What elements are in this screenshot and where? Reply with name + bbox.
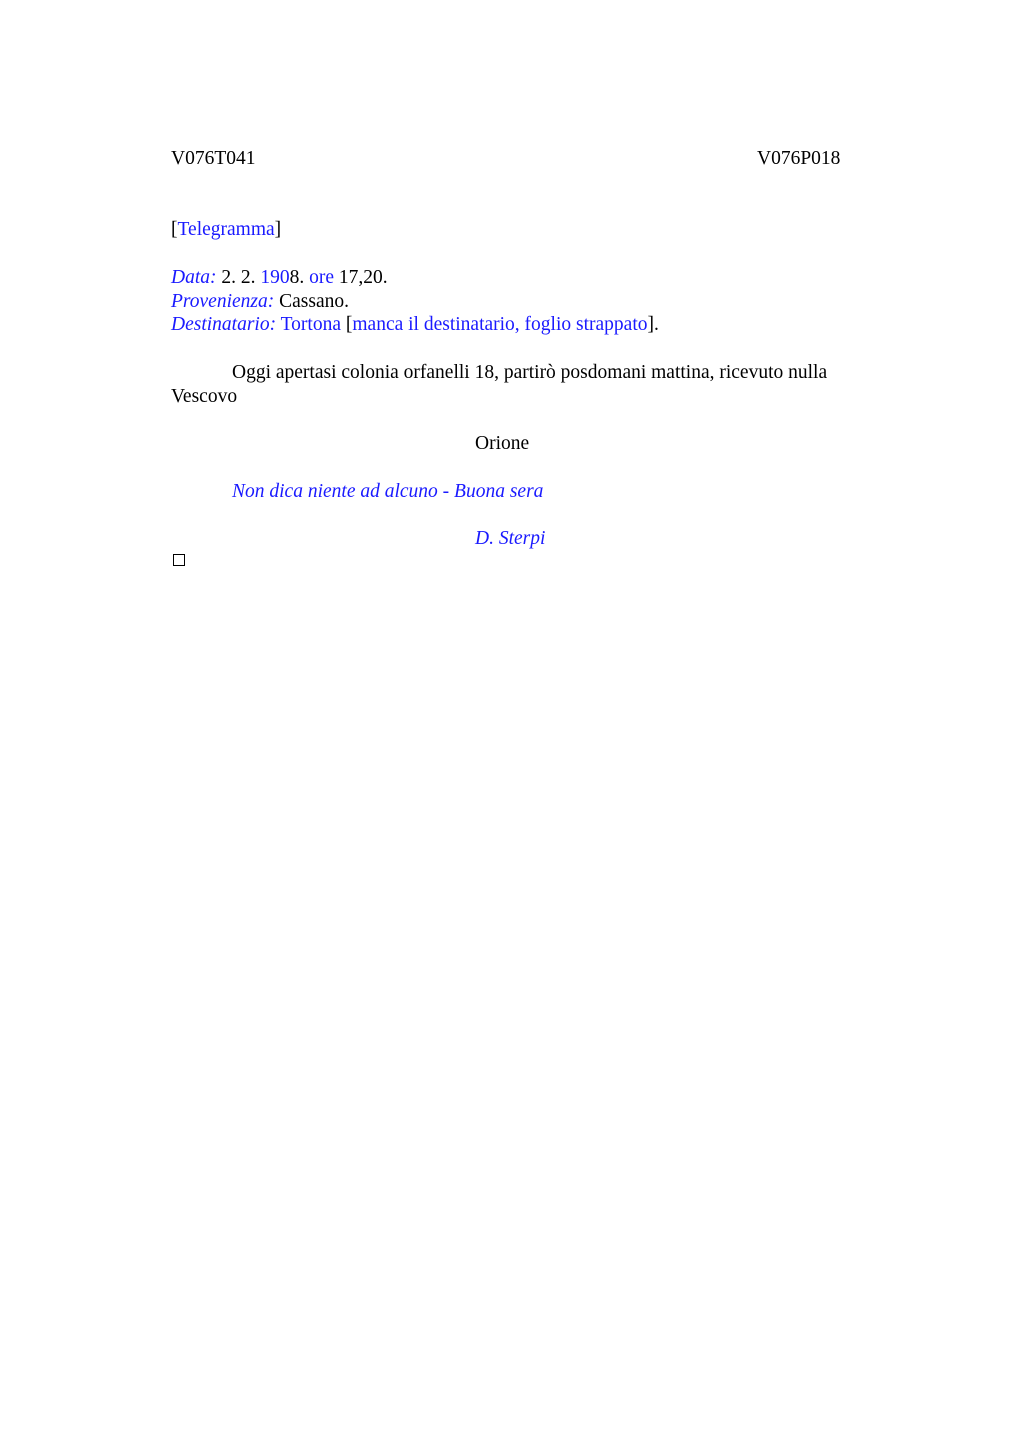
ore-label: ore	[309, 267, 335, 288]
provenienza-value: Cassano.	[279, 291, 349, 312]
destinatario-label: Destinatario:	[171, 314, 277, 335]
ore-value: 17,20.	[338, 267, 388, 288]
note-close-bracket: ].	[647, 314, 659, 335]
end-marker-square	[173, 554, 185, 566]
data-year-end: 8.	[289, 267, 305, 288]
header-left-code: V076T041	[171, 148, 256, 169]
doc-type	[171, 218, 281, 242]
body-text-line-2: Vescovo	[171, 386, 238, 407]
editorial-note: manca il destinatario, foglio strappato	[352, 314, 648, 335]
provenienza-label: Provenienza:	[171, 291, 275, 312]
doc-type-label: Telegramma	[177, 219, 275, 240]
data-year-annotation: 190	[260, 267, 290, 288]
data-label: Data:	[171, 267, 217, 288]
doc-type-open-bracket: [	[171, 219, 178, 240]
header-right-code: V076P018	[757, 148, 841, 169]
meta-data-line	[171, 266, 388, 290]
postscript-text: Non dica niente ad alcuno - Buona sera	[232, 481, 544, 502]
note-open-bracket: [	[345, 314, 353, 335]
postscript-signature: D. Sterpi	[475, 528, 546, 549]
signature-orione: Orione	[475, 433, 530, 454]
destinatario-value: Tortona	[280, 314, 341, 335]
body-text-line-1: Oggi apertasi colonia orfanelli 18, partirò posdomani mattina, ricevuto nulla	[232, 362, 828, 383]
meta-provenienza-line	[171, 290, 349, 314]
meta-destinatario-line	[171, 313, 659, 337]
doc-type-close-bracket: ]	[274, 219, 282, 240]
data-value-pre: 2. 2.	[221, 267, 256, 288]
